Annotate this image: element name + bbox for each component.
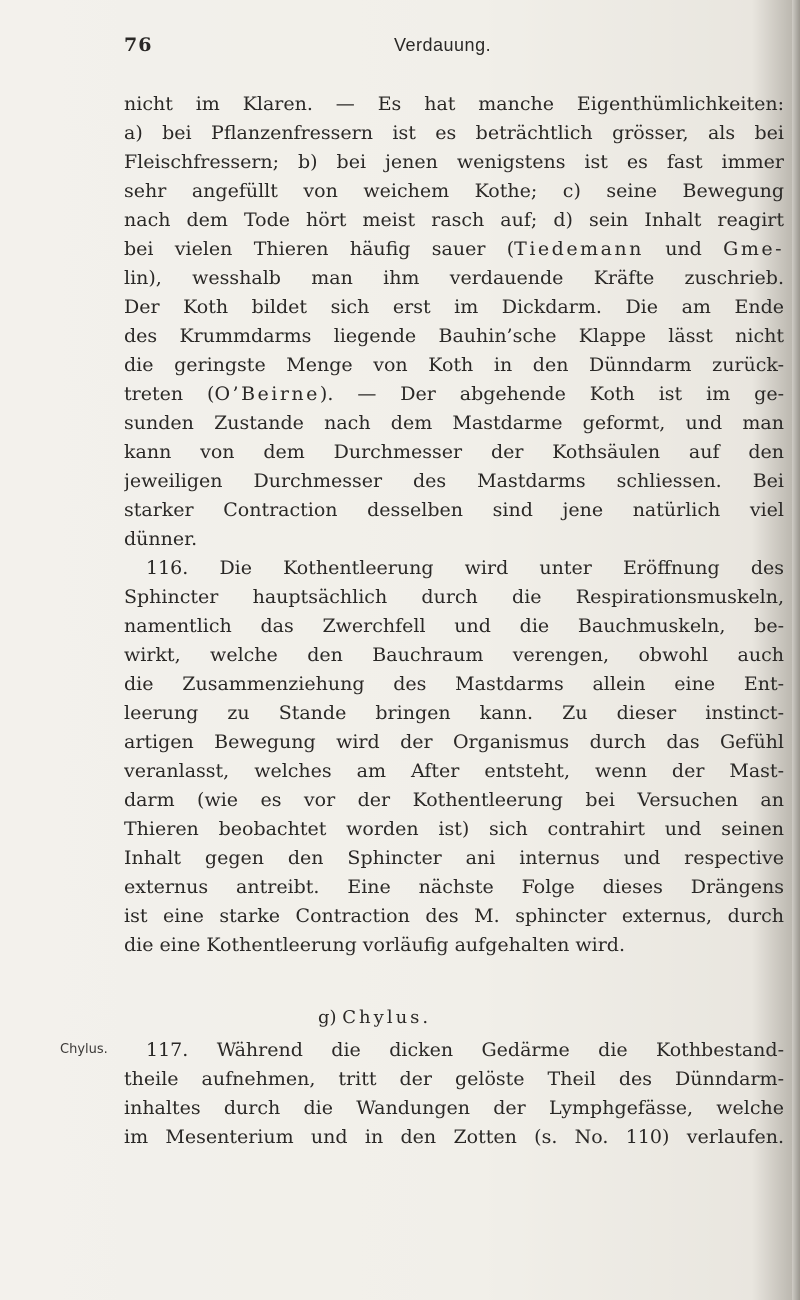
text-line: namentlich das Zwerchfell und die Bauchmuskeln, be- <box>124 615 784 637</box>
text-line: Der Koth bildet sich erst im Dickdarm. Die am Ende <box>124 296 784 318</box>
text-line: Sphincter hauptsächlich durch die Respirationsmuskeln, <box>124 586 784 608</box>
margin-note: Chylus. <box>60 1042 108 1057</box>
text-line: inhaltes durch die Wandungen der Lymphgefässe, welche <box>124 1097 784 1119</box>
text-line: jeweiligen Durchmesser des Mastdarms schliessen. Bei <box>124 470 784 492</box>
text-fragment: ). — Der abgehende Koth ist im ge- <box>319 383 784 405</box>
text-line: nach dem Tode hört meist rasch auf; d) sein Inhalt reagirt <box>124 209 784 231</box>
text-line: starker Contraction desselben sind jene natürlich viel <box>124 499 784 521</box>
page-header <box>124 34 784 60</box>
section-heading <box>318 1007 431 1028</box>
body-text <box>124 90 784 960</box>
page-edge-shadow <box>792 0 800 1300</box>
text-line: artigen Bewegung wird der Organismus durch das Gefühl <box>124 731 784 753</box>
text-line <box>124 380 784 409</box>
paragraph-start: 116. Die Kothentleerung wird unter Eröffnung des <box>146 557 784 579</box>
author-name-gmelin: Gme- <box>723 238 784 260</box>
page-number: 76 <box>124 34 153 56</box>
paragraph-start: 117. Während die dicken Gedärme die Kothbestand- <box>146 1039 784 1061</box>
text-line: sunden Zustande nach dem Mastdarme geformt, und man <box>124 412 784 434</box>
text-line <box>124 235 784 264</box>
text-line: theile aufnehmen, tritt der gelöste Theil des Dünndarm- <box>124 1068 784 1090</box>
text-line: veranlasst, welches am After entsteht, wenn der Mast- <box>124 760 784 782</box>
text-line: wirkt, welche den Bauchraum verengen, obwohl auch <box>124 644 784 666</box>
text-line: sehr angefüllt von weichem Kothe; c) seine Bewegung <box>124 180 784 202</box>
running-head: Verdauung. <box>394 35 492 55</box>
text-fragment: treten ( <box>124 383 215 405</box>
text-line: darm (wie es vor der Kothentleerung bei Versuchen an <box>124 789 784 811</box>
text-line: lin), wesshalb man ihm verdauende Kräfte zuschrieb. <box>124 267 784 289</box>
text-line: die geringste Menge von Koth in den Dünndarm zurück- <box>124 354 784 376</box>
body-text-chylus <box>124 1036 784 1152</box>
text-line: externus antreibt. Eine nächste Folge dieses Drängens <box>124 876 784 898</box>
text-line: im Mesenterium und in den Zotten (s. No. 110) verlaufen. <box>124 1126 784 1148</box>
author-name-obeirne: O’Beirne <box>214 383 320 405</box>
text-line: die Zusammenziehung des Mastdarms allein eine Ent- <box>124 673 784 695</box>
section-label: g) <box>318 1007 343 1028</box>
text-fragment: und <box>643 238 724 260</box>
text-line: a) bei Pflanzenfressern ist es beträchtlich grösser, als bei <box>124 122 784 144</box>
text-line: dünner. <box>124 528 198 550</box>
text-line: ist eine starke Contraction des M. sphincter externus, durch <box>124 905 784 927</box>
text-line: leerung zu Stande bringen kann. Zu dieser instinct- <box>124 702 784 724</box>
author-name-tiedemann: Tiedemann <box>514 238 644 260</box>
text-line: Thieren beobachtet worden ist) sich contrahirt und seinen <box>124 818 784 840</box>
text-line: Fleischfressern; b) bei jenen wenigstens ist es fast immer <box>124 151 784 173</box>
section-title: Chylus. <box>342 1007 432 1028</box>
text-line: die eine Kothentleerung vorläufig aufgehalten wird. <box>124 934 625 956</box>
text-line: kann von dem Durchmesser der Kothsäulen auf den <box>124 441 784 463</box>
text-line: Inhalt gegen den Sphincter ani internus und respective <box>124 847 784 869</box>
text-line: nicht im Klaren. — Es hat manche Eigenthümlichkeiten: <box>124 93 784 115</box>
text-line: des Krummdarms liegende Bauhin’sche Klappe lässt nicht <box>124 325 784 347</box>
text-fragment: bei vielen Thieren häufig sauer ( <box>124 238 515 260</box>
